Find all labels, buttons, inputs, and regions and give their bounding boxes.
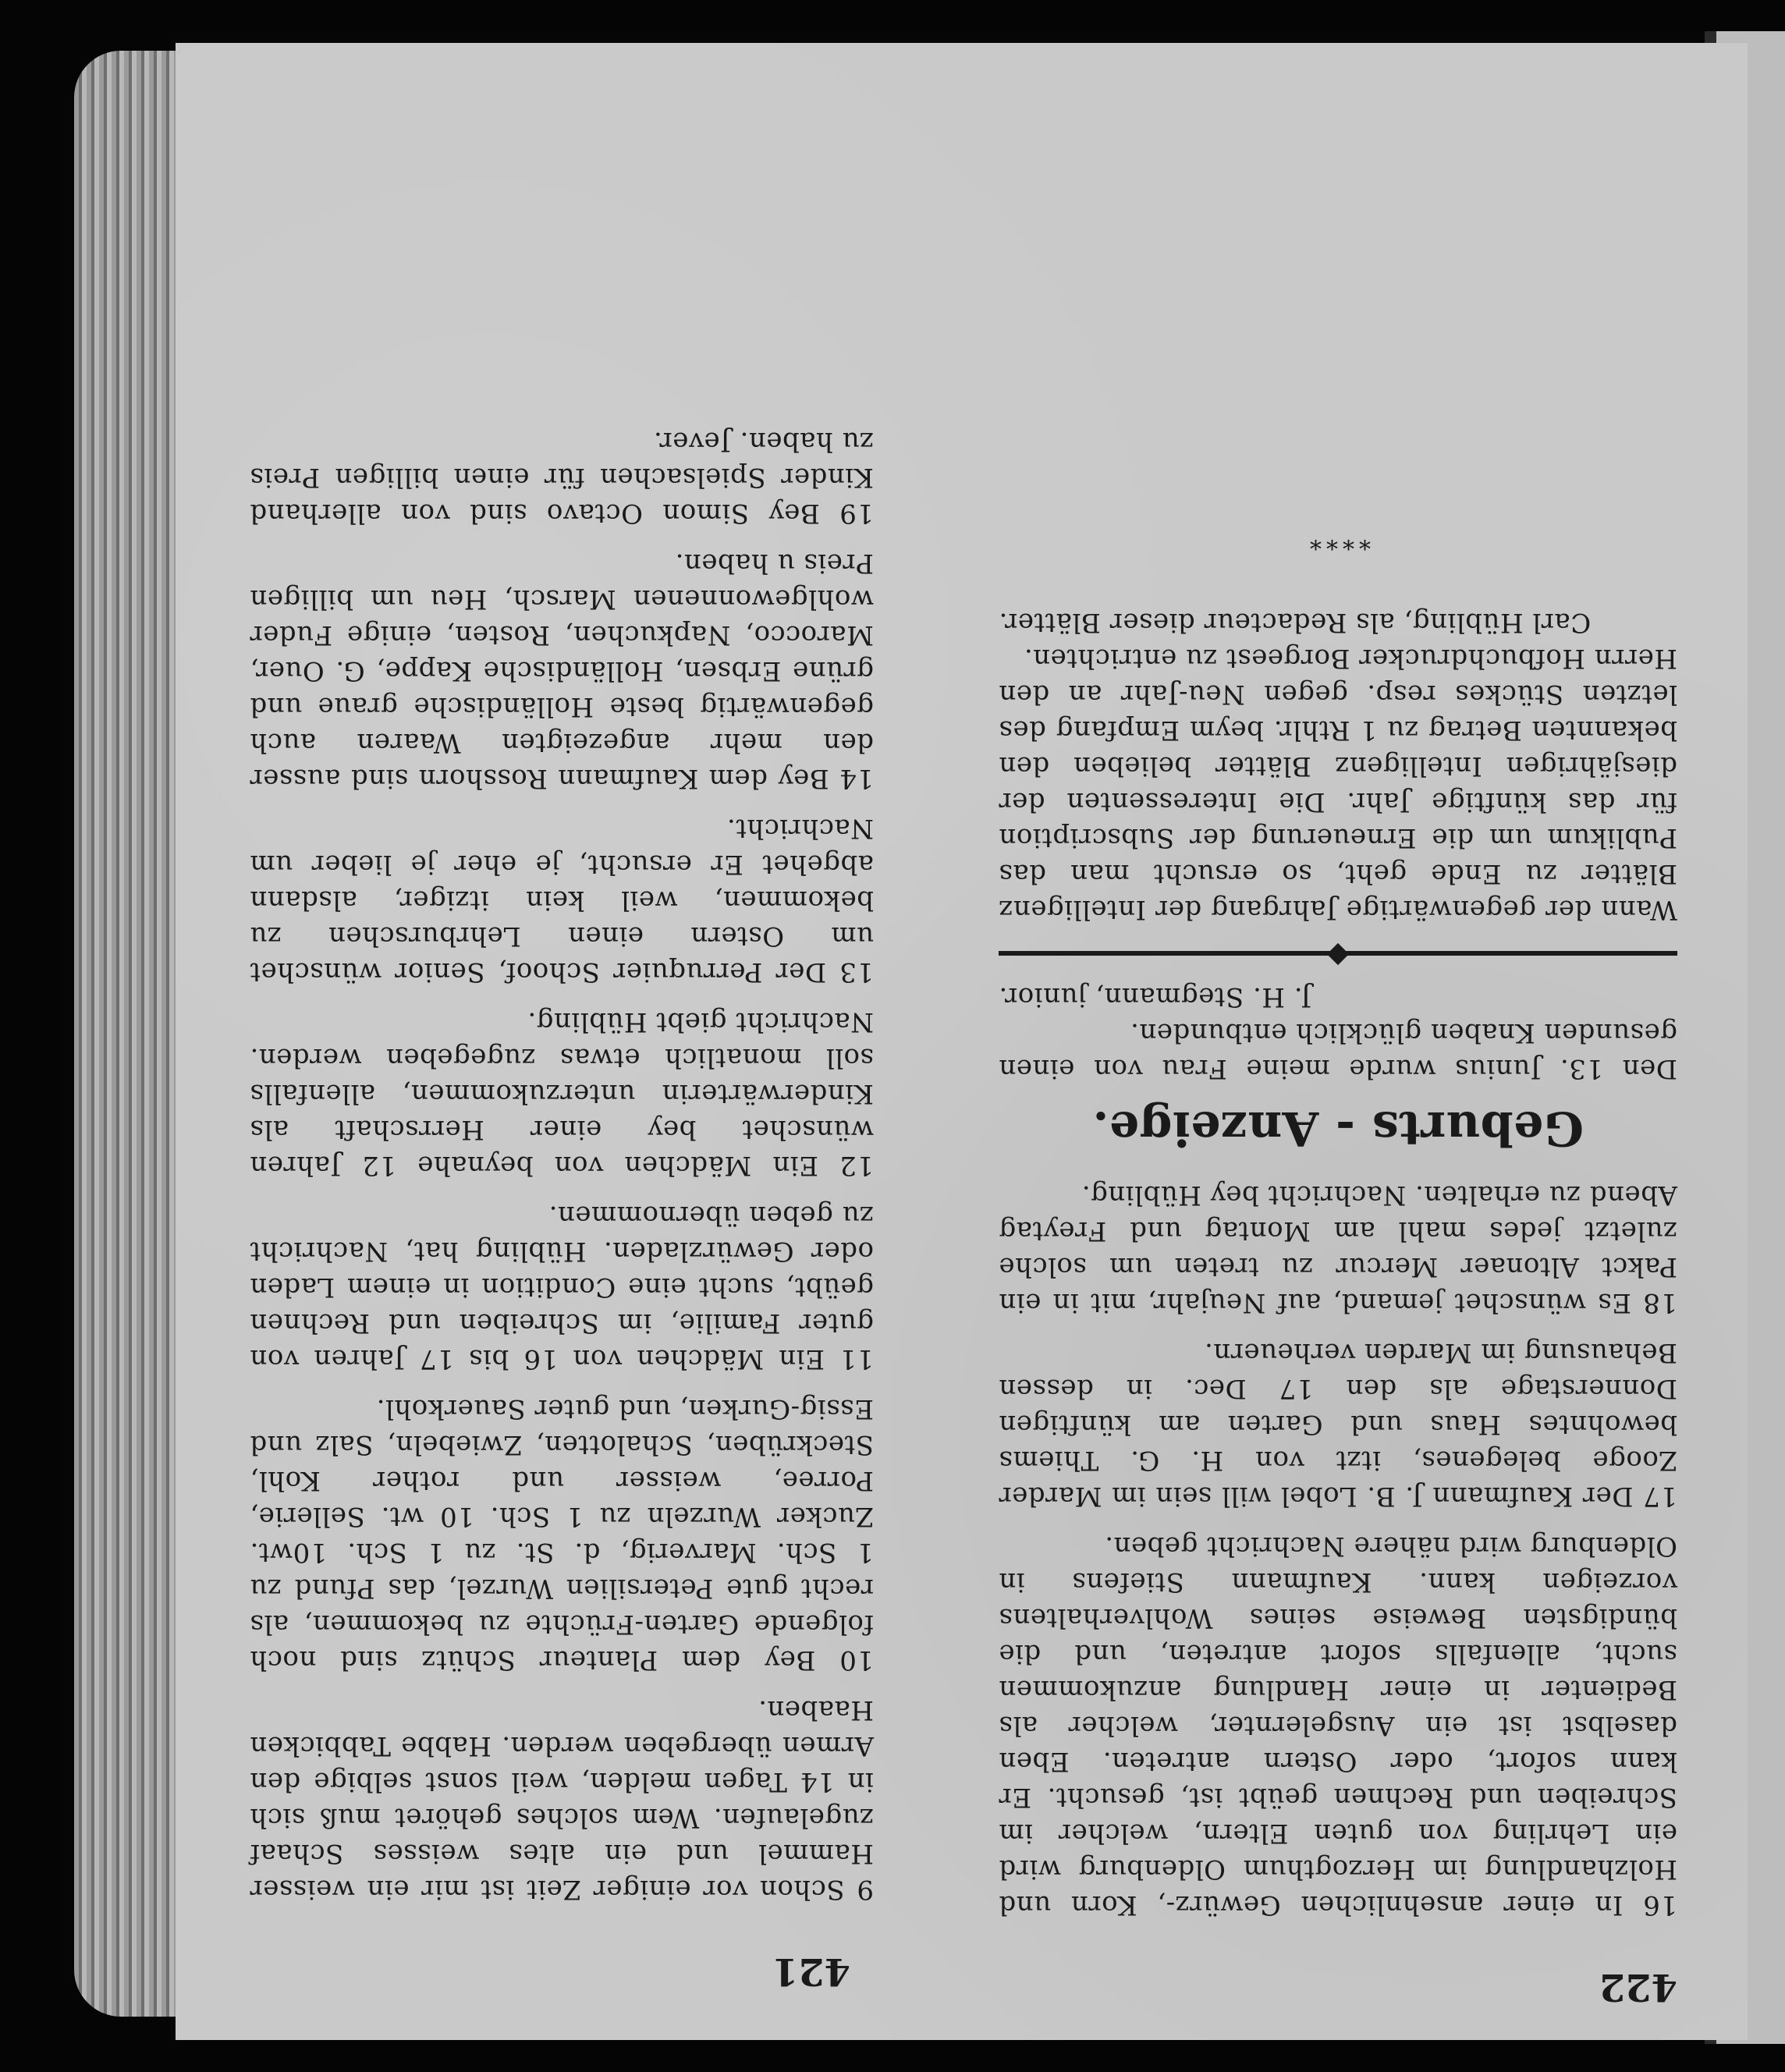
advertisement-9: 9 Schon vor einiger Zeit ist mir ein weisser Hammel und ein altes weisses Schaaf zugelaufen. Wem solches gehöret muß sich in 14 Tagen melden, weil sonst selbige den Armen übergeben werden. Habbe Tabbicken Haaben. [250,1694,874,1905]
left-column [999,522,1677,1923]
scanned-page [176,43,1748,2040]
page-number-left: 422 [1599,1965,1677,2009]
birth-announcement [999,979,1677,1087]
birth-heading: Geburts - Anzeige. [1092,1101,1584,1155]
right-column [250,410,874,1907]
birth-signature: J. H. Stegmann, junior. [999,981,1312,1013]
advertisement-16: 16 In einer ansehnlichen Gewürz-, Korn und Holzhandlung im Herzogthum Oldenburg wird ein Lehrling von guten Eltern, welcher im Schreiben und Rechnen geübt ist, gesucht. Er kann sofort, oder Ostern antreten. Eben daselbst ist ein Ausgelernter, welcher als Bedienter in einer Handlung anzukommen sucht, allenfalls sofort antreten, und die bündigsten Beweise seines Wohlverhaltens vorzeigen kann. Kaufmann Stiefens in Oldenburg wird nähere Nachricht geben. [999,1531,1677,1921]
section-divider [999,951,1677,956]
advertisement-14: 14 Bey dem Kaufmann Rosshorn sind ausser den mehr angezeigten Waaren auch gegenwärtig beste Holländische graue und grüne Erbsen, Holländische Kappe, G. Ouer, Marocco, Napkuchen, Rosten, einige Fuder wohlgewonnenen Marsch, Heu um billigen Preis u haben. [250,548,874,794]
book-spine [74,51,183,2017]
advertisement-13: 13 Der Perruquier Schoof, Senior wünschet um Ostern einen Lehrburschen zu bekommen, weil kein itziger, alsdann abgehet Er ersucht, je eher je lieber um Nachricht. [250,813,874,988]
birth-text: Den 13. Junius wurde meine Frau von einen gesunden Knaben glücklich entbunden. [999,1017,1677,1084]
notice-text: Wann der gegenwärtige Jahrgang der Intelligenz Blätter zu Ende geht, so ersucht man das Publikum um die Erneuerung der Subscription für das künftige Jahr. Die Interessenten der diesjährigen Intelligenz Blätter belieben den bekannten Betrag zu 1 Rthlr. beym Empfang des letzten Stückes resp. gegen Neu-Jahr an den Herrn Hofbuchdrucker Borgeest zu entrichten. [999,643,1677,925]
advertisement-18: 18 Es wünschet jemand, auf Neujahr, mit in ein Pakct Altonaer Mercur zu treten um solche zuletzt jedes mahl am Montag und Freytag Abend zu erhalten. Nachricht bey Hübling. [999,1180,1677,1318]
advertisement-19: 19 Bey Simon Octavo sind von allerhand Kinder Spielsachen für einen billigen Preis zu haben. Jever. [250,426,874,529]
advertisement-17: 17 Der Kaufmann J. B. Lobel will sein im Marder Zooge belegenes, itzt von H. G. Thiems bewohntes Haus und Garten am künftigen Donnerstage als den 17 Dec. in dessen Behausung im Marden verheuern. [999,1337,1677,1512]
advertisement-10: 10 Bey dem Planteur Schütz sind noch folgende Garten-Früchte zu bekommen, als recht gute Petersilien Wurzel, das Pfund zu 1 Sch. Marverig, d. St. zu 1 Sch. 10wt. Zucker Wurzeln zu 1 Sch. 10 wt. Sellerie, Porree, weisser und rother Kohl, Steckrüben, Schalotten, Zwiebeln, Salz und Essig-Gurken, und guter Sauerkohl. [250,1393,874,1676]
page-number-right: 421 [772,1950,850,1993]
advertisement-11: 11 Ein Mädchen von 16 bis 17 Jahren von guter Familie, im Schreiben und Rechnen geübt, sucht eine Condition in einem Laden oder Gewürzladen. Hübling hat, Nachricht zu geben übernommen. [250,1200,874,1375]
notice-signature: Carl Hübling, als Redacteur dieser Blätter. [999,607,1592,638]
subscription-notice [999,605,1677,928]
upside-down-print [176,43,1748,2040]
ornament-line: **** [1305,527,1371,554]
advertisement-12: 12 Ein Mädchen von beynahe 12 Jahren wünschet bey einer Herrschaft als Kinderwärterin unterzukommen, allenfalls soll monatlich etwas zugegeben werden. Nachricht giebt Hübling. [250,1006,874,1181]
